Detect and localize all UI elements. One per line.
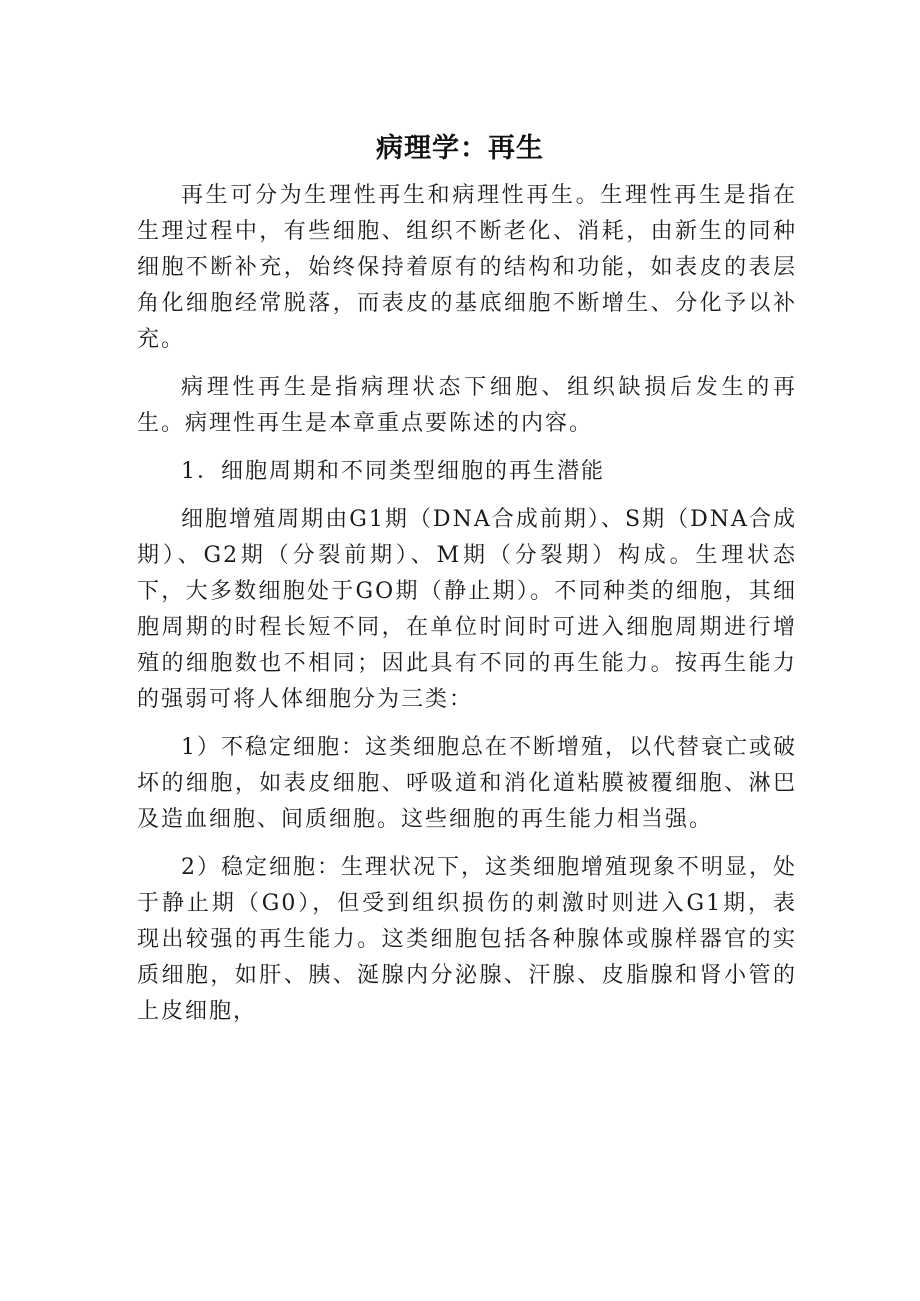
paragraph-labile-cells: 1）不稳定细胞：这类细胞总在不断增殖，以代替衰亡或破坏的细胞，如表皮细胞、呼吸道和消化道粘膜被覆细胞、淋巴及造血细胞、间质细胞。这些细胞的再生能力相当强。 (137, 735, 797, 832)
document-body (137, 178, 797, 1042)
paragraph-pathological-regeneration: 病理性再生是指病理状态下细胞、组织缺损后发生的再生。病理性再生是本章重点要陈述的内容。 (137, 375, 797, 436)
section-heading-cell-cycle: 1．细胞周期和不同类型细胞的再生潜能 (181, 459, 605, 484)
paragraph-cell-cycle: 细胞增殖周期由G1期（DNA合成前期）、S期（DNA合成期）、G2期（分裂前期）、M期（分裂期）构成。生理状态下，大多数细胞处于GO期（静止期）。不同种类的细胞，其细胞周期的时程长短不同，在单位时间时可进入细胞周期进行增殖的细胞数也不相同；因此具有不同的再生能力。按再生能力的强弱可将人体细胞分为三类： (137, 507, 797, 712)
paragraph-regeneration-types: 再生可分为生理性再生和病理性再生。生理性再生是指在生理过程中，有些细胞、组织不断老化、消耗，由新生的同种细胞不断补充，始终保持着原有的结构和功能，如表皮的表层角化细胞经常脱落，而表皮的基底细胞不断增生、分化予以补充。 (137, 183, 797, 352)
page-title: 病理学：再生 (376, 133, 544, 164)
paragraph-stable-cells: 2）稳定细胞：生理状况下，这类细胞增殖现象不明显，处于静止期（G0），但受到组织损伤的刺激时则进入G1期，表现出较强的再生能力。这类细胞包括各种腺体或腺样器官的实质细胞，如肝、胰、涎腺内分泌腺、汗腺、皮脂腺和肾小管的上皮细胞， (137, 855, 797, 1024)
